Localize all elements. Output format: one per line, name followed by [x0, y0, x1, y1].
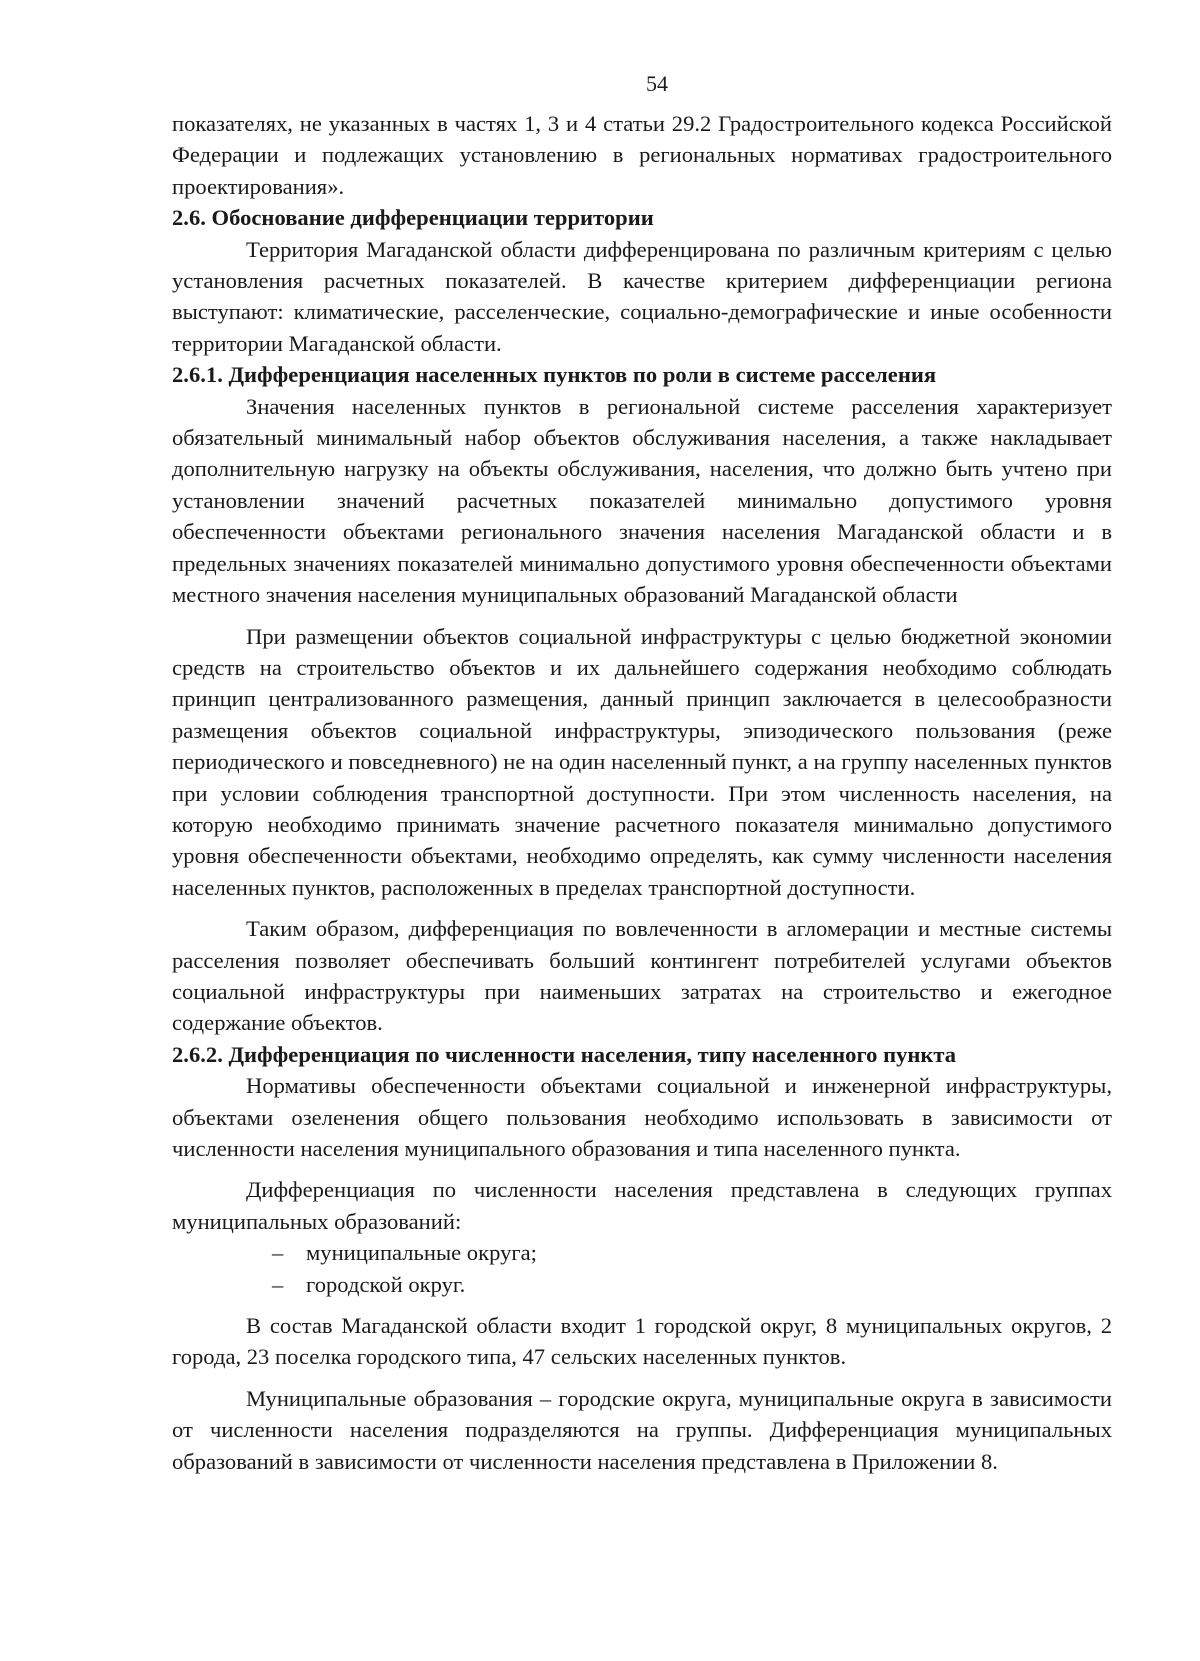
paragraph-population-groups: Дифференциация по численности населения представлена в следующих группах муниципальных образований:: [172, 1177, 1112, 1234]
list-item-text: муниципальные округа;: [306, 1240, 537, 1266]
page-number: 54: [646, 71, 668, 96]
paragraph-settlement-values: Значения населенных пунктов в региональной системе расселения характеризует обязательный минимальный набор объектов обслуживания населения, а также накладывает дополнительную нагрузку на объекты обслуживания, населения, что должно быть учтено при установлении значений расчетных показателей минимально допустимого уровня обеспеченности объектами регионального значения населения Магаданской области и в предельных значениях показателей минимально допустимого уровня обеспеченности объектами местного значения населения муниципальных образований Магаданской области: [172, 393, 1112, 608]
paragraph-municipal-groups: Муниципальные образования – городские округа, муниципальные округа в зависимости от численности населения подразделяются на группы. Дифференциация муниципальных образований в зависимости от численности населения представлена в Приложении 8.: [172, 1385, 1112, 1474]
list-item: [272, 1269, 1112, 1300]
paragraph-region-composition: В состав Магаданской области входит 1 городской округ, 8 муниципальных округов, 2 города, 23 поселка городского типа, 47 сельских населенных пунктов.: [172, 1313, 1112, 1370]
document-page: [172, 70, 1112, 1477]
list-marker: –: [272, 1271, 284, 1297]
list-marker: –: [272, 1240, 284, 1266]
list-item: [272, 1237, 1112, 1268]
paragraph-territory: Территория Магаданской области дифференцирована по различным критериям с целью установления расчетных показателей. В качестве критерием дифференциации региона выступают: климатические, расселенческие, социально-демографические и иные особенности территории Магаданской области.: [172, 236, 1112, 356]
section-heading-2-6: 2.6. Обоснование дифференциации территории: [172, 205, 654, 231]
municipal-groups-list: [172, 1237, 1112, 1300]
paragraph-agglomeration: Таким образом, дифференциация по вовлеченности в агломерации и местные системы расселения позволяет обеспечивать больший контингент потребителей услугами объектов социальной инфраструктуры при наименьших затратах на строительство и ежегодное содержание объектов.: [172, 916, 1112, 1036]
paragraph-norms: Нормативы обеспеченности объектами социальной и инженерной инфраструктуры, объектами озеленения общего пользования необходимо использовать в зависимости от численности населения муниципального образования и типа населенного пункта.: [172, 1073, 1112, 1161]
paragraph-continuation: показателях, не указанных в частях 1, 3 и 4 статьи 29.2 Градостроительного кодекса Российской Федерации и подлежащих установлению в региональных нормативах градостроительного проектирования».: [172, 111, 1112, 199]
paragraph-social-infrastructure: При размещении объектов социальной инфраструктуры с целью бюджетной экономии средств на строительство объектов и их дальнейшего содержания необходимо соблюдать принцип централизованного размещения, данный принцип заключается в целесообразности размещения объектов социальной инфраструктуры, эпизодического пользования (реже периодического и повседневного) не на один населенный пункт, а на группу населенных пунктов при условии соблюдения транспортной доступности. При этом численность населения, на которую необходимо принимать значение расчетного показателя минимально допустимого уровня обеспеченности объектами, необходимо определять, как сумму численности населения населенных пунктов, расположенных в пределах транспортной доступности.: [172, 623, 1112, 900]
list-item-text: городской округ.: [306, 1271, 466, 1297]
section-heading-2-6-2: 2.6.2. Дифференциация по численности населения, типу населенного пункта: [172, 1041, 957, 1067]
section-heading-2-6-1: 2.6.1. Дифференциация населенных пунктов по роли в системе расселения: [172, 362, 937, 388]
